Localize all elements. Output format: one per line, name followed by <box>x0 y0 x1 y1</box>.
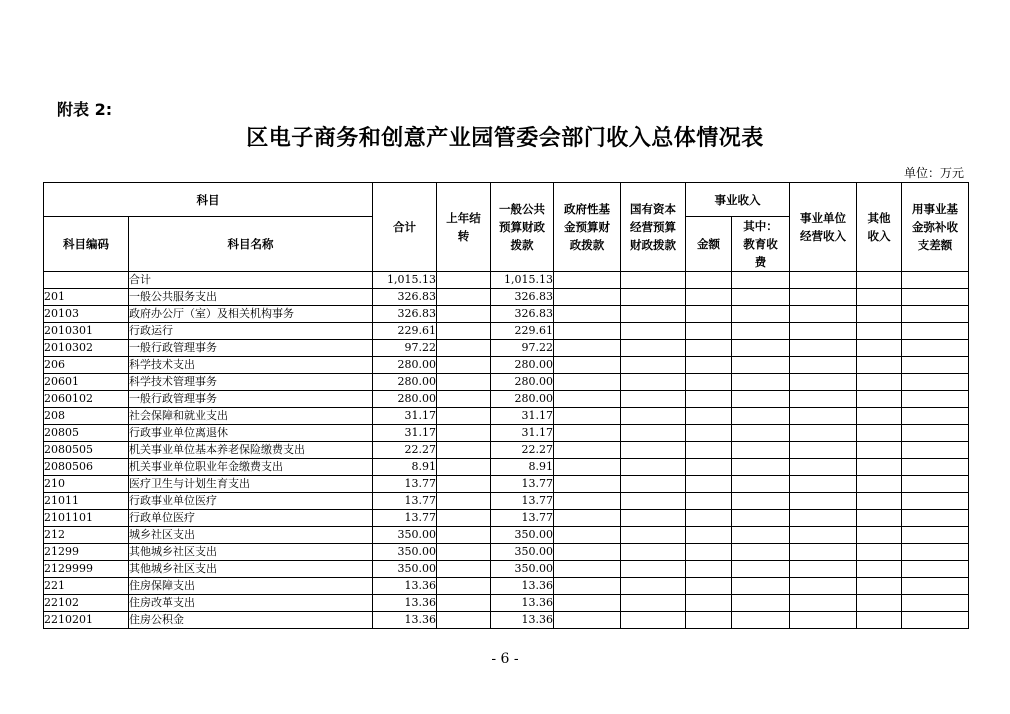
row-general-budget: 8.91 <box>491 459 554 476</box>
row-edu-fee <box>732 612 790 629</box>
row-general-budget: 350.00 <box>491 561 554 578</box>
row-carryover <box>437 578 491 595</box>
row-balance <box>902 408 969 425</box>
row-operating-income <box>790 493 857 510</box>
row-name: 科学技术管理事务 <box>129 374 373 391</box>
row-amount <box>686 561 732 578</box>
row-name: 城乡社区支出 <box>129 527 373 544</box>
row-edu-fee <box>732 340 790 357</box>
row-balance <box>902 578 969 595</box>
row-fund-budget <box>554 408 621 425</box>
row-state-capital <box>621 374 686 391</box>
row-fund-budget <box>554 510 621 527</box>
table-row <box>44 272 969 289</box>
row-carryover <box>437 357 491 374</box>
row-amount <box>686 374 732 391</box>
row-other-income <box>857 476 902 493</box>
row-amount <box>686 425 732 442</box>
row-other-income <box>857 340 902 357</box>
row-fund-budget <box>554 357 621 374</box>
row-fund-budget <box>554 459 621 476</box>
row-state-capital <box>621 425 686 442</box>
row-state-capital <box>621 612 686 629</box>
row-name: 住房改革支出 <box>129 595 373 612</box>
row-name: 行政运行 <box>129 323 373 340</box>
page-number: - 6 - <box>491 651 519 667</box>
row-operating-income <box>790 544 857 561</box>
row-balance <box>902 459 969 476</box>
row-name: 医疗卫生与计划生育支出 <box>129 476 373 493</box>
row-code: 221 <box>44 578 129 595</box>
row-edu-fee <box>732 323 790 340</box>
row-name: 机关事业单位基本养老保险缴费支出 <box>129 442 373 459</box>
row-general-budget: 13.77 <box>491 493 554 510</box>
table-row <box>44 476 969 493</box>
row-total: 280.00 <box>373 374 437 391</box>
attachment-label: 附表 2: <box>57 100 113 119</box>
row-state-capital <box>621 493 686 510</box>
row-name: 行政单位医疗 <box>129 510 373 527</box>
row-other-income <box>857 527 902 544</box>
row-amount <box>686 357 732 374</box>
row-state-capital <box>621 578 686 595</box>
row-operating-income <box>790 561 857 578</box>
row-amount <box>686 391 732 408</box>
row-general-budget: 97.22 <box>491 340 554 357</box>
row-total: 350.00 <box>373 544 437 561</box>
row-code: 2010301 <box>44 323 129 340</box>
row-name: 行政事业单位离退休 <box>129 425 373 442</box>
row-balance <box>902 527 969 544</box>
row-operating-income <box>790 527 857 544</box>
row-balance <box>902 612 969 629</box>
row-code: 21011 <box>44 493 129 510</box>
row-general-budget: 350.00 <box>491 527 554 544</box>
header-state-capital: 国有资本经营预算财政拨款 <box>621 183 686 272</box>
row-total: 13.36 <box>373 595 437 612</box>
row-code: 2060102 <box>44 391 129 408</box>
header-balance: 用事业基金弥补收支差额 <box>902 183 969 272</box>
header-operating-income: 事业单位经营收入 <box>790 183 857 272</box>
header-business-income: 事业收入 <box>686 183 790 217</box>
row-fund-budget <box>554 595 621 612</box>
row-general-budget: 350.00 <box>491 544 554 561</box>
row-balance <box>902 340 969 357</box>
row-other-income <box>857 459 902 476</box>
row-edu-fee <box>732 391 790 408</box>
header-total: 合计 <box>373 183 437 272</box>
table-row <box>44 340 969 357</box>
row-edu-fee <box>732 544 790 561</box>
row-code <box>44 272 129 289</box>
row-edu-fee <box>732 578 790 595</box>
row-carryover <box>437 493 491 510</box>
row-balance <box>902 493 969 510</box>
row-total: 229.61 <box>373 323 437 340</box>
row-code: 210 <box>44 476 129 493</box>
row-total: 13.77 <box>373 493 437 510</box>
row-state-capital <box>621 561 686 578</box>
row-total: 13.36 <box>373 578 437 595</box>
row-state-capital <box>621 391 686 408</box>
row-fund-budget <box>554 612 621 629</box>
row-general-budget: 280.00 <box>491 374 554 391</box>
row-code: 20601 <box>44 374 129 391</box>
table-row <box>44 289 969 306</box>
row-state-capital <box>621 306 686 323</box>
row-other-income <box>857 391 902 408</box>
row-balance <box>902 289 969 306</box>
row-edu-fee <box>732 493 790 510</box>
row-name: 其他城乡社区支出 <box>129 544 373 561</box>
row-fund-budget <box>554 289 621 306</box>
row-carryover <box>437 561 491 578</box>
row-balance <box>902 374 969 391</box>
row-code: 206 <box>44 357 129 374</box>
row-operating-income <box>790 306 857 323</box>
row-balance <box>902 442 969 459</box>
row-other-income <box>857 374 902 391</box>
page-title: 区电子商务和创意产业园管委会部门收入总体情况表 <box>246 125 764 151</box>
table-row <box>44 306 969 323</box>
row-name: 合计 <box>129 272 373 289</box>
row-code: 2080505 <box>44 442 129 459</box>
row-carryover <box>437 476 491 493</box>
row-name: 住房公积金 <box>129 612 373 629</box>
row-general-budget: 13.36 <box>491 612 554 629</box>
row-general-budget: 31.17 <box>491 408 554 425</box>
row-amount <box>686 442 732 459</box>
row-fund-budget <box>554 527 621 544</box>
row-balance <box>902 476 969 493</box>
row-other-income <box>857 323 902 340</box>
row-edu-fee <box>732 425 790 442</box>
row-state-capital <box>621 272 686 289</box>
row-name: 一般行政管理事务 <box>129 391 373 408</box>
row-state-capital <box>621 476 686 493</box>
row-edu-fee <box>732 306 790 323</box>
row-total: 13.36 <box>373 612 437 629</box>
table-row <box>44 425 969 442</box>
row-edu-fee <box>732 374 790 391</box>
row-name: 社会保障和就业支出 <box>129 408 373 425</box>
row-fund-budget <box>554 442 621 459</box>
row-total: 280.00 <box>373 357 437 374</box>
header-carryover: 上年结转 <box>437 183 491 272</box>
row-carryover <box>437 544 491 561</box>
row-amount <box>686 527 732 544</box>
row-carryover <box>437 323 491 340</box>
row-general-budget: 13.36 <box>491 595 554 612</box>
row-other-income <box>857 357 902 374</box>
row-edu-fee <box>732 408 790 425</box>
row-other-income <box>857 544 902 561</box>
row-other-income <box>857 612 902 629</box>
row-state-capital <box>621 442 686 459</box>
row-code: 212 <box>44 527 129 544</box>
table-row <box>44 374 969 391</box>
header-subject: 科目 <box>44 183 373 217</box>
table-row <box>44 442 969 459</box>
row-edu-fee <box>732 357 790 374</box>
row-code: 2101101 <box>44 510 129 527</box>
row-total: 326.83 <box>373 306 437 323</box>
header-code: 科目编码 <box>44 217 129 272</box>
row-fund-budget <box>554 391 621 408</box>
row-total: 350.00 <box>373 527 437 544</box>
row-general-budget: 13.77 <box>491 510 554 527</box>
row-state-capital <box>621 340 686 357</box>
row-other-income <box>857 493 902 510</box>
table-row <box>44 561 969 578</box>
row-amount <box>686 272 732 289</box>
row-edu-fee <box>732 442 790 459</box>
table-row <box>44 459 969 476</box>
row-edu-fee <box>732 289 790 306</box>
row-other-income <box>857 578 902 595</box>
row-total: 280.00 <box>373 391 437 408</box>
table-row <box>44 391 969 408</box>
row-total: 13.77 <box>373 510 437 527</box>
row-other-income <box>857 289 902 306</box>
row-carryover <box>437 595 491 612</box>
row-amount <box>686 578 732 595</box>
row-edu-fee <box>732 527 790 544</box>
row-other-income <box>857 442 902 459</box>
row-state-capital <box>621 289 686 306</box>
row-code: 21299 <box>44 544 129 561</box>
row-state-capital <box>621 595 686 612</box>
row-amount <box>686 595 732 612</box>
row-amount <box>686 544 732 561</box>
row-code: 20103 <box>44 306 129 323</box>
row-edu-fee <box>732 510 790 527</box>
row-operating-income <box>790 476 857 493</box>
row-name: 一般公共服务支出 <box>129 289 373 306</box>
row-general-budget: 280.00 <box>491 357 554 374</box>
row-carryover <box>437 340 491 357</box>
row-state-capital <box>621 408 686 425</box>
row-general-budget: 13.36 <box>491 578 554 595</box>
row-code: 2010302 <box>44 340 129 357</box>
table-row <box>44 510 969 527</box>
table-row <box>44 544 969 561</box>
row-operating-income <box>790 323 857 340</box>
row-operating-income <box>790 374 857 391</box>
row-edu-fee <box>732 272 790 289</box>
row-amount <box>686 408 732 425</box>
row-total: 22.27 <box>373 442 437 459</box>
row-balance <box>902 595 969 612</box>
header-fund-budget: 政府性基金预算财政拨款 <box>554 183 621 272</box>
row-operating-income <box>790 612 857 629</box>
table-row <box>44 527 969 544</box>
row-other-income <box>857 595 902 612</box>
row-amount <box>686 510 732 527</box>
row-balance <box>902 425 969 442</box>
row-edu-fee <box>732 561 790 578</box>
row-code: 2080506 <box>44 459 129 476</box>
table-row <box>44 323 969 340</box>
row-carryover <box>437 612 491 629</box>
row-fund-budget <box>554 340 621 357</box>
row-general-budget: 229.61 <box>491 323 554 340</box>
row-edu-fee <box>732 476 790 493</box>
row-name: 行政事业单位医疗 <box>129 493 373 510</box>
row-general-budget: 326.83 <box>491 289 554 306</box>
unit-label: 单位：万元 <box>903 166 964 180</box>
row-name: 机关事业单位职业年金缴费支出 <box>129 459 373 476</box>
row-amount <box>686 340 732 357</box>
row-total: 1,015.13 <box>373 272 437 289</box>
row-carryover <box>437 306 491 323</box>
row-fund-budget <box>554 493 621 510</box>
row-operating-income <box>790 272 857 289</box>
row-general-budget: 326.83 <box>491 306 554 323</box>
row-balance <box>902 510 969 527</box>
row-amount <box>686 289 732 306</box>
row-balance <box>902 544 969 561</box>
table-row <box>44 612 969 629</box>
row-carryover <box>437 510 491 527</box>
row-name: 一般行政管理事务 <box>129 340 373 357</box>
row-general-budget: 1,015.13 <box>491 272 554 289</box>
row-operating-income <box>790 510 857 527</box>
row-fund-budget <box>554 561 621 578</box>
row-fund-budget <box>554 374 621 391</box>
row-operating-income <box>790 357 857 374</box>
row-general-budget: 280.00 <box>491 391 554 408</box>
row-operating-income <box>790 289 857 306</box>
row-state-capital <box>621 510 686 527</box>
header-name: 科目名称 <box>129 217 373 272</box>
row-total: 13.77 <box>373 476 437 493</box>
table-row <box>44 357 969 374</box>
row-fund-budget <box>554 578 621 595</box>
row-name: 政府办公厅（室）及相关机构事务 <box>129 306 373 323</box>
table-row <box>44 493 969 510</box>
row-total: 31.17 <box>373 425 437 442</box>
income-table <box>43 182 969 629</box>
row-fund-budget <box>554 425 621 442</box>
row-operating-income <box>790 340 857 357</box>
row-carryover <box>437 408 491 425</box>
row-fund-budget <box>554 306 621 323</box>
row-balance <box>902 391 969 408</box>
row-code: 20805 <box>44 425 129 442</box>
row-total: 8.91 <box>373 459 437 476</box>
row-fund-budget <box>554 272 621 289</box>
table-row <box>44 595 969 612</box>
row-code: 2210201 <box>44 612 129 629</box>
row-carryover <box>437 527 491 544</box>
row-total: 326.83 <box>373 289 437 306</box>
row-amount <box>686 323 732 340</box>
header-edu-fee: 其中：教育收费 <box>732 217 790 272</box>
row-operating-income <box>790 578 857 595</box>
row-state-capital <box>621 527 686 544</box>
row-amount <box>686 459 732 476</box>
row-carryover <box>437 391 491 408</box>
row-carryover <box>437 442 491 459</box>
row-operating-income <box>790 442 857 459</box>
row-fund-budget <box>554 476 621 493</box>
row-balance <box>902 561 969 578</box>
row-name: 其他城乡社区支出 <box>129 561 373 578</box>
row-name: 住房保障支出 <box>129 578 373 595</box>
row-other-income <box>857 306 902 323</box>
row-state-capital <box>621 323 686 340</box>
row-edu-fee <box>732 459 790 476</box>
row-carryover <box>437 425 491 442</box>
row-general-budget: 13.77 <box>491 476 554 493</box>
row-edu-fee <box>732 595 790 612</box>
row-total: 97.22 <box>373 340 437 357</box>
row-total: 350.00 <box>373 561 437 578</box>
row-balance <box>902 357 969 374</box>
row-amount <box>686 493 732 510</box>
row-fund-budget <box>554 544 621 561</box>
row-other-income <box>857 425 902 442</box>
header-general-budget: 一般公共预算财政拨款 <box>491 183 554 272</box>
row-other-income <box>857 408 902 425</box>
row-carryover <box>437 459 491 476</box>
row-amount <box>686 476 732 493</box>
row-operating-income <box>790 595 857 612</box>
row-carryover <box>437 374 491 391</box>
row-amount <box>686 612 732 629</box>
row-carryover <box>437 272 491 289</box>
row-general-budget: 31.17 <box>491 425 554 442</box>
header-amount: 金额 <box>686 217 732 272</box>
table-row <box>44 578 969 595</box>
row-operating-income <box>790 408 857 425</box>
row-state-capital <box>621 357 686 374</box>
row-balance <box>902 323 969 340</box>
row-carryover <box>437 289 491 306</box>
row-balance <box>902 272 969 289</box>
row-code: 2129999 <box>44 561 129 578</box>
row-operating-income <box>790 391 857 408</box>
header-other-income: 其他收入 <box>857 183 902 272</box>
row-code: 201 <box>44 289 129 306</box>
row-fund-budget <box>554 323 621 340</box>
row-state-capital <box>621 459 686 476</box>
row-balance <box>902 306 969 323</box>
row-name: 科学技术支出 <box>129 357 373 374</box>
row-general-budget: 22.27 <box>491 442 554 459</box>
row-amount <box>686 306 732 323</box>
row-other-income <box>857 272 902 289</box>
row-other-income <box>857 561 902 578</box>
row-total: 31.17 <box>373 408 437 425</box>
row-code: 208 <box>44 408 129 425</box>
row-other-income <box>857 510 902 527</box>
row-code: 22102 <box>44 595 129 612</box>
row-operating-income <box>790 425 857 442</box>
table-row <box>44 408 969 425</box>
row-state-capital <box>621 544 686 561</box>
row-operating-income <box>790 459 857 476</box>
